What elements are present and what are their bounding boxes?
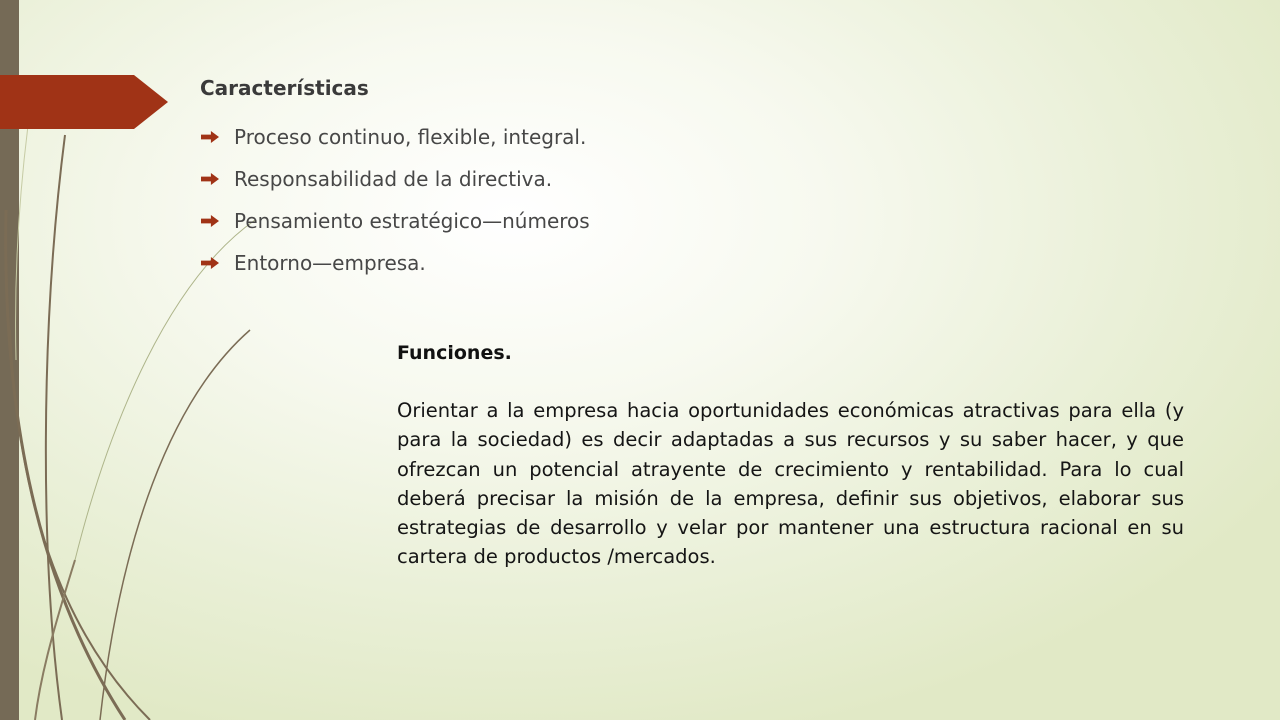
decorative-curve — [35, 560, 75, 720]
bullet-text: Responsabilidad de la directiva. — [234, 167, 553, 191]
list-item — [201, 200, 590, 242]
right-arrow-icon — [201, 173, 219, 185]
funciones-heading: Funciones. — [397, 342, 512, 364]
decorative-curve — [6, 210, 125, 720]
list-item — [201, 242, 590, 284]
funciones-paragraph: Orientar a la empresa hacia oportunidades económicas atractivas para ella (y para la sociedad) es decir adaptadas a sus recursos y su saber hacer, y que ofrezcan un potencial atrayente de crecimiento y rentabilidad. Para lo cual deberá precisar la misión de la empresa, definir sus objetivos, elaborar sus estrategias de desarrollo y velar por mantener una estructura racional en su cartera de productos /mercados. — [397, 399, 1184, 569]
bullet-text: Pensamiento estratégico—números — [234, 209, 590, 233]
decorative-curve — [100, 330, 250, 720]
right-arrow-icon — [201, 131, 219, 143]
bullet-text: Proceso continuo, flexible, integral. — [234, 125, 587, 149]
title-accent-arrow — [0, 75, 168, 129]
bullet-list — [201, 116, 590, 284]
list-item — [201, 116, 590, 158]
section-heading: Características — [200, 76, 369, 100]
right-arrow-icon — [201, 257, 219, 269]
bullet-text: Entorno—empresa. — [234, 251, 426, 275]
decorative-curve — [10, 330, 150, 720]
decorative-curve — [46, 135, 65, 720]
list-item — [201, 158, 590, 200]
right-arrow-icon — [201, 215, 219, 227]
